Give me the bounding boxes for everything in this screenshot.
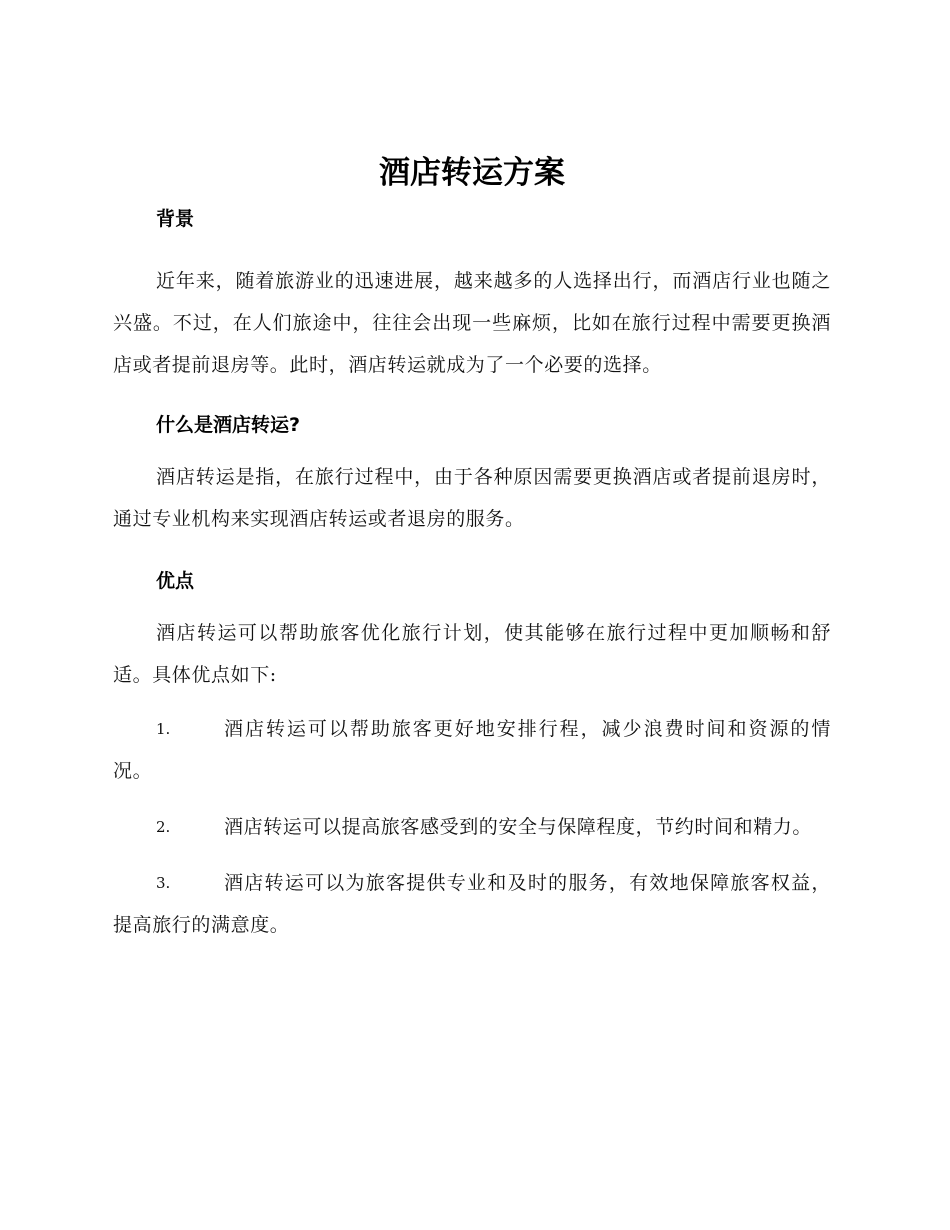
list-item-text: 酒店转运可以为旅客提供专业和及时的服务，有效地保障旅客权益，提高旅行的满意度。 xyxy=(113,872,831,936)
paragraph-background: 近年来，随着旅游业的迅速进展，越来越多的人选择出行，而酒店行业也随之兴盛。不过，在人们旅途中，往往会出现一些麻烦，比如在旅行过程中需要更换酒店或者提前退房等。此时，酒店转运就成为了一个必要的选择。 xyxy=(113,270,831,376)
list-item xyxy=(113,862,831,946)
list-item xyxy=(113,806,831,848)
list-item-text: 酒店转运可以帮助旅客更好地安排行程，减少浪费时间和资源的情况。 xyxy=(113,718,831,782)
list-item-number: 3. xyxy=(156,874,171,892)
list-item-number: 1. xyxy=(156,720,171,738)
paragraph-what-is: 酒店转运是指，在旅行过程中，由于各种原因需要更换酒店或者提前退房时，通过专业机构来实现酒店转运或者退房的服务。 xyxy=(113,466,831,530)
list-item-text: 酒店转运可以提高旅客感受到的安全与保障程度，节约时间和精力。 xyxy=(224,816,813,838)
section-heading-what-is: 什么是酒店转运? xyxy=(156,414,301,436)
document-title: 酒店转运方案 xyxy=(379,155,565,191)
document-body xyxy=(113,150,831,946)
list-item-number: 2. xyxy=(156,818,171,836)
list-item xyxy=(113,708,831,792)
section-heading-advantages: 优点 xyxy=(156,570,195,592)
section-heading-background: 背景 xyxy=(156,208,195,230)
paragraph-advantages: 酒店转运可以帮助旅客优化旅行计划，使其能够在旅行过程中更加顺畅和舒适。具体优点如下: xyxy=(113,622,831,686)
advantages-list xyxy=(113,708,831,946)
